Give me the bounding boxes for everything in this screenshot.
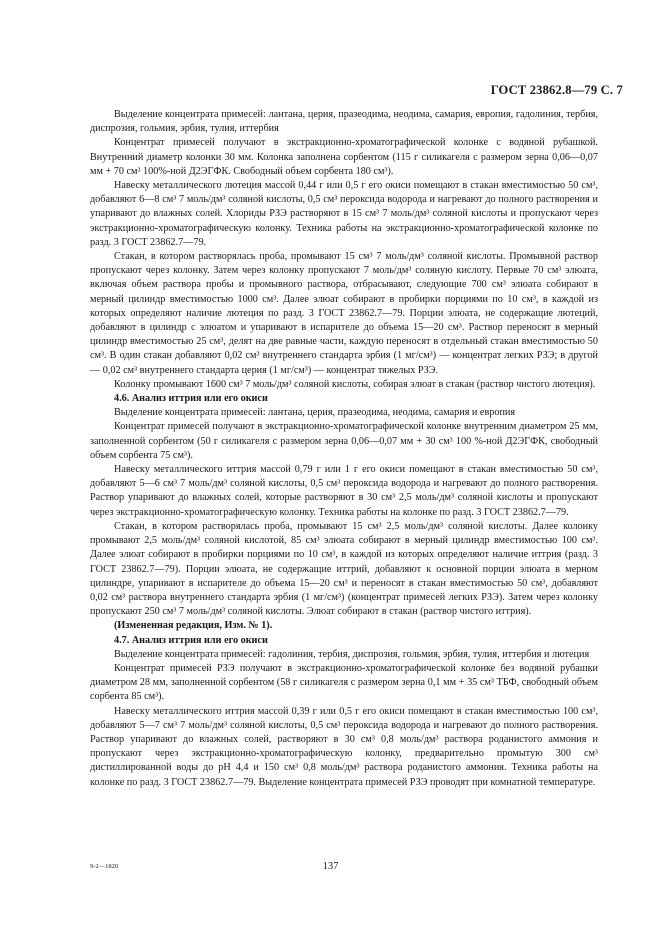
paragraph: Концентрат примесей получают в экстракционно-хроматографической колонке с водяной рубашкой. Внутренний диаметр колонки 30 мм. Колонка заполнена сорбентом (115 г силикагеля с размером зерна 0,06—0,07 мм + 70 см³ 100%-ной Д2ЭГФК. Свободный объем сорбента 180 см³). [90,137,598,177]
paragraph: Выделение концентрата примесей: лантана, церия, празеодима, неодима, самария, европия, гадолиния, тербия, диспрозия, гольмия, эрбия, тулия, иттербия [90,109,598,135]
paragraph: Выделение концентрата примесей: гадолиния, тербия, диспрозия, гольмия, эрбия, тулия, иттербия и лютеция [114,648,590,660]
paragraph: Стакан, в котором растворялась проба, промывают 15 см³ 2,5 моль/дм³ соляной кислоты. Далее колонку промывают 2,5 моль/дм³ соляной кислотой, 85 см³ элюата собирают в мерный цилиндр вместимостью 100 см³. Далее элюат собирают в пробирки порциями по 10 см³, в каждой из которых определяют наличие иттрия (разд. 3 ГОСТ 23862.7—79). Порции элюата, не содержащие иттрий, добавляют к основной порции элюата в мерном цилиндре, упаривают в испарителе до объема 15—20 см³ и переносят в стакан вместимостью 50 см³, добавляют 0,02 см³ раствора внутреннего стандарта эрбия (1 мг/см³) (концентрат примесей легких РЗЭ). Затем через колонку пропускают 250 см³ 7 моль/дм³ соляной кислоты. Элюат собирают в стакан (раствор чистого иттрия). [90,520,598,618]
paragraph: Колонку промывают 1600 см³ 7 моль/дм³ соляной кислоты, собирая элюат в стакан (раствор чистого лютеция). [114,378,596,390]
section-heading: 4.7. Анализ иттрия или его окиси [114,634,268,646]
paragraph: Навеску металлического иттрия массой 0,79 г или 1 г его окиси помещают в стакан вместимостью 50 см³, добавляют 5—6 см³ 7 моль/дм³ соляной кислоты, 0,5 см³ пероксида водорода и нагревают до полного растворения. Раствор упаривают до влажных солей, которые растворяют в 30 см³ 2,5 моль/дм³ соляной кислоты и пропускают через экстракционно-хроматографическую колонку. Техника работы на колонке по разд. 3 ГОСТ 23862.7—79. [90,464,598,518]
page-header-standard: ГОСТ 23862.8—79 С. 7 [490,83,623,97]
paragraph: Концентрат примесей РЗЭ получают в экстракционно-хроматографической колонке без водяной рубашки диаметром 28 мм, заполненной сорбентом (58 г силикагеля с размером зерна 0,1 мм + 35 см³ ТБФ, свободный объем сорбента 85 см³). [90,662,598,703]
document-body [90,108,598,790]
paragraph: Концентрат примесей получают в экстракционно-хроматографической колонке внутренним диаметром 25 мм, заполненной сорбентом (50 г силикагеля с размером зерна 0,06—0,07 мм + 30 см³ 100 %-ной Д2ЭГФК, свободный объем сорбента 75 см³). [90,421,598,461]
amendment-note: (Измененная редакция, Изм. № 1). [114,620,273,632]
paragraph: Стакан, в котором растворялась проба, промывают 15 см³ 7 моль/дм³ соляной кислоты. Промывной раствор пропускают через колонку. Затем через колонку пропускают 7 моль/дм³ соляную кислоту. Первые 70 см³ элюата, включая объем раствора пробы и промывного раствора, отбрасывают, следующие 700 см³ элюата собирают в мерный цилиндр вместимостью 1000 см³. Далее элюат собирают в пробирки порциями по 10 см³, в каждой из которых определяют наличие лютеция по разд. 3 ГОСТ 23862.7—79. Порции элюата, не содержащие лютеций, добавляют в цилиндр с элюатом и упаривают в испарителе до объема 15—20 см³. Раствор переносят в мерный цилиндр вместимостью 25 см³, делят на две равные части, каждую переносят в отдельный стакан вместимостью 50 см³. В один стакан добавляют 0,02 см³ внутреннего стандарта эрбия (1 мг/см³) — концентрат легких РЗЭ; в другой — 0,02 см³ внутреннего стандарта церия (1 мг/см³) — концентрат тяжелых РЗЭ. [90,251,598,376]
paragraph: Выделение концентрата примесей: лантана, церия, празеодима, неодима, самария и европия [114,407,516,419]
page-number: 137 [322,861,339,872]
paragraph: Навеску металлического иттрия массой 0,39 г или 0,5 г его окиси помещают в стакан вместимостью 100 см³, добавляют 5—7 см³ 7 моль/дм³ соляной кислоты, 0,5 см³ пероксида водорода и нагревают до полного растворения. Раствор упаривают до влажных солей, растворяют в 30 см³ 0,8 моль/дм³ раствора роданистого аммония и пропускают через экстракционно-хроматографическую колонку, предварительно промытую 300 см³ дистиллированной воды до pH 4,4 и 150 см³ 0,8 моль/дм³ раствора роданистого аммония. Техника работы на колонке по разд. 3 ГОСТ 23862.7—79. Выделение концентрата примесей РЗЭ проводят при комнатной температуре. [90,705,598,788]
section-heading: 4.6. Анализ иттрия или его окиси [114,393,268,405]
paragraph: Навеску металлического лютеция массой 0,44 г или 0,5 г его окиси помещают в стакан вместимостью 50 см³, добавляют 6—8 см³ 7 моль/дм³ соляной кислоты, 0,5 см³ пероксида водорода и нагревают до полного растворения и упаривают до влажных солей. Хлориды РЗЭ растворяют в 15 см³ 7 моль/дм³ соляной кислоты и пропускают через экстракционно-хроматографическую колонку. Техника работы на экстракционно-хроматографической колонке по разд. 3 ГОСТ 23862.7—79. [90,180,598,248]
print-code: 9-2—1820 [90,863,119,870]
